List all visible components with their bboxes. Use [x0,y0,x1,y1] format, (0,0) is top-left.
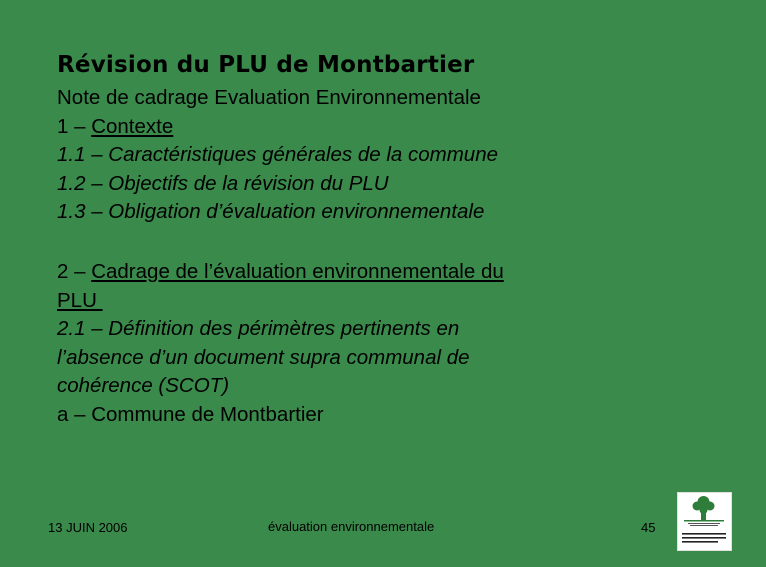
section-2-link-cont[interactable]: PLU [57,288,103,312]
section-2-link[interactable]: Cadrage de l’évaluation environnementale du [91,260,504,283]
subsection-2-1-line3: cohérence (SCOT) [57,374,230,397]
footer-date: 13 JUIN 2006 [48,520,128,535]
section-1-number: 1 – [57,114,92,138]
subsection-2-1-line1: 2.1 – Définition des périmètres pertinents en [57,317,460,340]
footer-title: évaluation environnementale [268,519,435,534]
tree-logo-icon [677,492,732,551]
section-2 [57,258,504,429]
subsection-2-1-line2: l’absence d’un document supra communal de [57,345,470,369]
note-heading: Note de cadrage Evaluation Environnementale [57,86,481,109]
slide-title: Révision du PLU de Montbartier [57,52,475,78]
section-1 [57,84,498,227]
item-a: a – Commune de Montbartier [57,402,324,426]
section-2-number: 2 – [57,260,92,283]
subsection-1-2: 1.2 – Objectifs de la révision du PLU [57,171,389,195]
section-1-heading [57,113,498,142]
section-1-link[interactable]: Contexte [91,114,174,138]
section-2-heading-cont [57,287,504,316]
subsection-1-3: 1.3 – Obligation d’évaluation environnementale [57,200,485,223]
page-number: 45 [641,520,656,535]
section-2-heading [57,258,504,287]
subsection-1-1: 1.1 – Caractéristiques générales de la commune [57,143,498,166]
